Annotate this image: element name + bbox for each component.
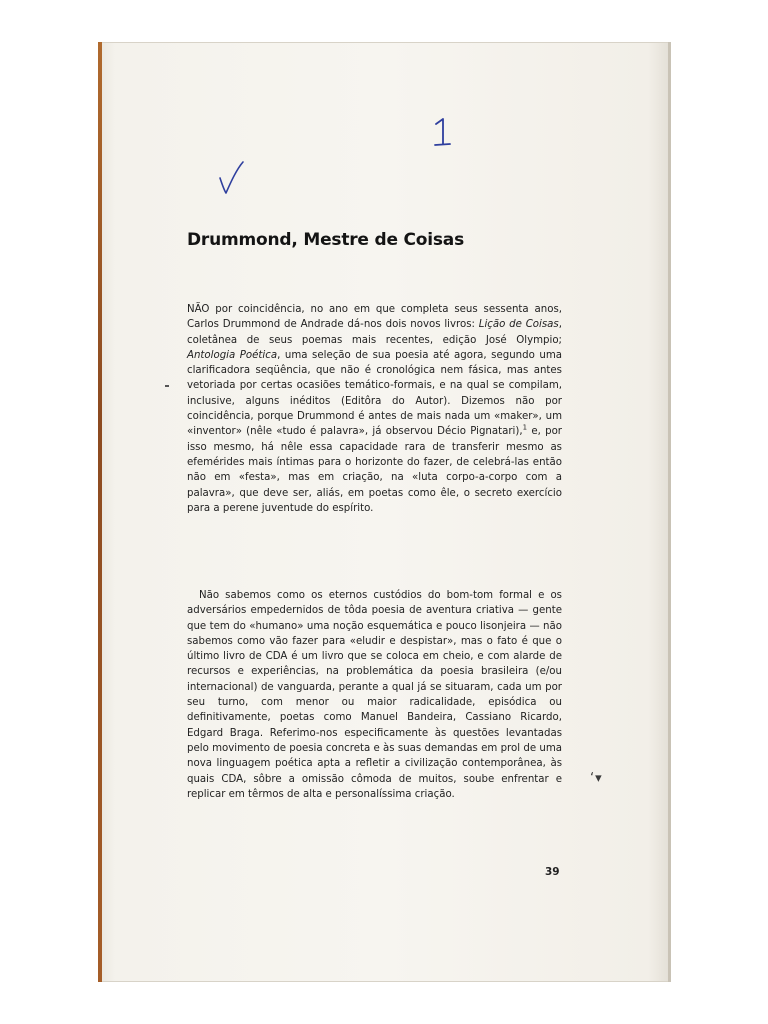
book-title-antologia: Antologia Poética — [187, 349, 278, 361]
page-right-edge — [668, 42, 671, 982]
paragraph-1-text-c: , uma seleção de sua poesia até agora, segundo uma clarificadora seqüência, que não é cronológica nem fásica, mas antes vetoriada por certas ocasiões temático-formais, e na qual se compilam, inclusive, alguns inéditos (Editôra do Autor). Dizemos não por coincidência, porque Drummond é antes de mais nada um «maker», um «inventor» (nêle «tudo é palavra», já observou Décio Pignatari), — [187, 349, 562, 438]
paragraph-1-text-d: e, por isso mesmo, há nêle essa capacidade rara de transferir mesmo as efemérides mais íntimas para o horizonte do fazer, de celebrá-las então não em «festa», mas em criação, na «luta corpo-a-corpo com a palavra», que deve ser, aliás, em poetas como êle, o secreto exercício para a perene juventude do espírito. — [187, 426, 562, 514]
paragraph-2: Não sabemos como os eternos custódios do bom-tom formal e os adversários empedernidos de tôda poesia de aventura criativa — gente que tem do «humano» uma noção esquemática e pouco lisonjeira — não sabemos como vão fazer para «eludir e despistar», mas o fato é que o último livro de CDA é um livro que se coloca em cheio, e com alarde de recursos e experiências, na problemática da poesia brasileira (e/ou internacional) de vanguarda, perante a qual já se situaram, cada um por seu turno, com menor ou maior radicalidade, episódica ou definitivamente, poetas como Manuel Bandeira, Cassiano Ricardo, Edgard Braga. Referimo-nos especificamente às questões levantadas pelo movimento de poesia concreta e às suas demandas em prol de uma nova linguagem poética apta a refletir a civilização contemporânea, às quais CDA, sôbre a omissão cômoda de muitos, soube enfrentar e replicar em têrmos de alta e personalíssima criação. — [187, 590, 562, 800]
page-number: 39 — [545, 866, 560, 878]
stray-mark: ‘▾ — [590, 771, 603, 786]
paragraph-1-text-a: NÃO por coincidência, no ano em que completa seus sessenta anos, Carlos Drummond de Andrade dá-nos dois novos livros: — [187, 304, 562, 331]
page-left-edge — [98, 42, 102, 982]
handwritten-page-mark — [430, 116, 454, 150]
book-title-licao: Lição de Coisas — [478, 319, 559, 331]
handwritten-check-icon — [216, 160, 246, 196]
margin-tick — [165, 385, 169, 387]
paragraph-1-text-b: , coletânea de seus poemas mais recentes, edição José Olympio; — [187, 319, 562, 346]
paragraph-1 — [187, 302, 562, 516]
footnote-ref: 1 — [522, 423, 528, 432]
chapter-title: Drummond, Mestre de Coisas — [187, 230, 464, 250]
